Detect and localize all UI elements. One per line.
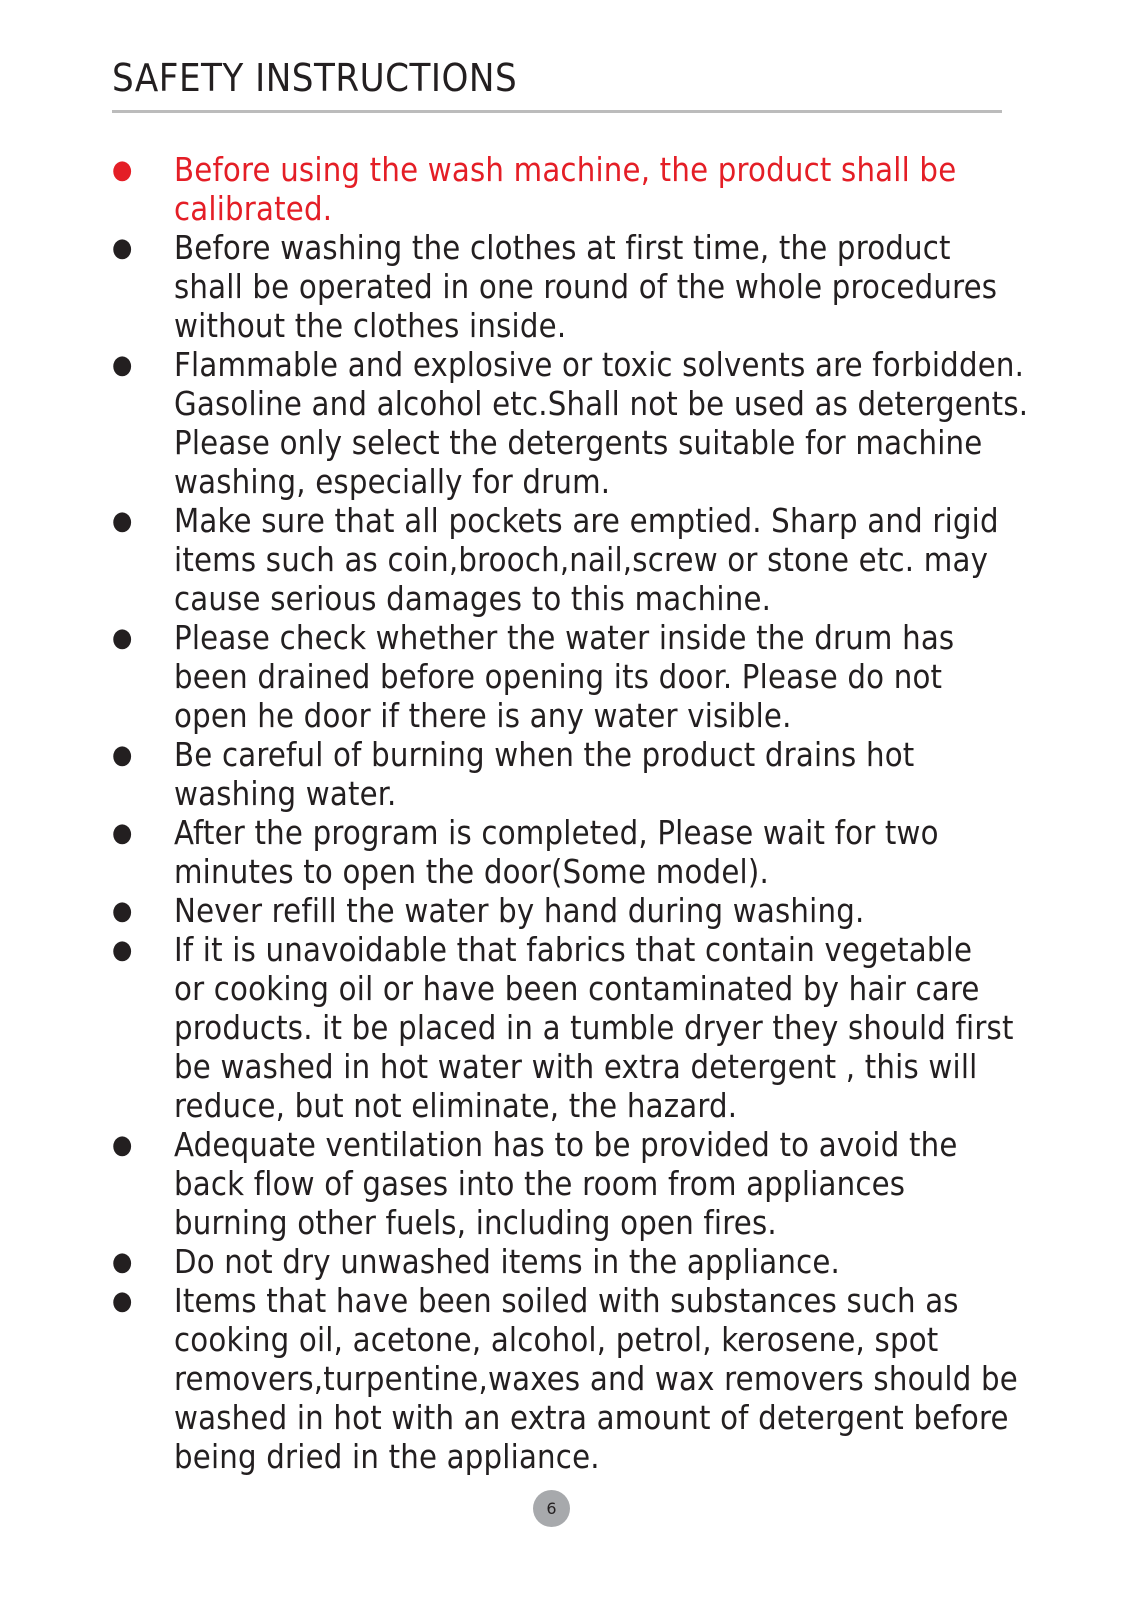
bullet-icon: ●: [112, 233, 133, 263]
bullet-icon: ●: [112, 155, 133, 185]
instruction-text: After the program is completed, Please wait for two minutes to open the door(Some model).: [174, 814, 939, 891]
instruction-text: Make sure that all pockets are emptied. Sharp and rigid items such as coin,brooch,nail,screw or stone etc. may cause serious damages to this machine.: [174, 502, 999, 618]
instruction-item: [112, 931, 1042, 1126]
instruction-item: [112, 619, 1042, 736]
bullet-icon: ●: [112, 1286, 133, 1316]
safety-instructions-list: [112, 151, 1042, 1477]
instruction-text: Do not dry unwashed items in the appliance.: [174, 1243, 841, 1281]
instruction-item: [112, 814, 1042, 892]
instruction-item: [112, 736, 1042, 814]
bullet-icon: ●: [112, 1130, 133, 1160]
bullet-icon: ●: [112, 1247, 133, 1277]
title-divider: [112, 110, 1002, 113]
instruction-text: Adequate ventilation has to be provided to avoid the back flow of gases into the room from appliances burning other fuels, including open fires.: [174, 1126, 958, 1242]
instruction-item: [112, 1126, 1042, 1243]
instruction-item: [112, 1243, 1042, 1282]
instruction-text: Never refill the water by hand during washing.: [174, 892, 865, 930]
instruction-text: Items that have been soiled with substances such as cooking oil, acetone, alcohol, petrol, kerosene, spot removers,turpentine,waxes and wax removers should be washed in hot with an extra amount of detergent before being dried in the appliance.: [174, 1282, 1018, 1476]
instruction-text: Flammable and explosive or toxic solvents are forbidden. Gasoline and alcohol etc.Shall not be used as detergents. Please only select the detergents suitable for machine washing, especially for drum.: [174, 346, 1029, 501]
instruction-text: Be careful of burning when the product drains hot washing water.: [174, 736, 915, 813]
instruction-text: Please check whether the water inside the drum has been drained before opening its door. Please do not open he door if there is any water visible.: [174, 619, 955, 735]
page-number-badge: 6: [533, 1490, 570, 1527]
instruction-item: [112, 1282, 1042, 1477]
instruction-text: Before using the wash machine, the product shall be calibrated.: [174, 151, 957, 228]
instruction-text: Before washing the clothes at first time, the product shall be operated in one round of the whole procedures without the clothes inside.: [174, 229, 998, 345]
instruction-item: [112, 229, 1042, 346]
instruction-item: [112, 502, 1042, 619]
bullet-icon: ●: [112, 818, 133, 848]
instruction-item: [112, 892, 1042, 931]
page-title: SAFETY INSTRUCTIONS: [112, 56, 518, 100]
instruction-item: [112, 151, 1042, 229]
bullet-icon: ●: [112, 740, 133, 770]
bullet-icon: ●: [112, 350, 133, 380]
bullet-icon: ●: [112, 506, 133, 536]
bullet-icon: ●: [112, 623, 133, 653]
bullet-icon: ●: [112, 896, 133, 926]
instruction-item: [112, 346, 1042, 502]
instruction-text: If it is unavoidable that fabrics that contain vegetable or cooking oil or have been contaminated by hair care products. it be placed in a tumble dryer they should first be washed in hot water with extra detergent , this will reduce, but not eliminate, the hazard.: [174, 931, 1014, 1125]
bullet-icon: ●: [112, 935, 133, 965]
